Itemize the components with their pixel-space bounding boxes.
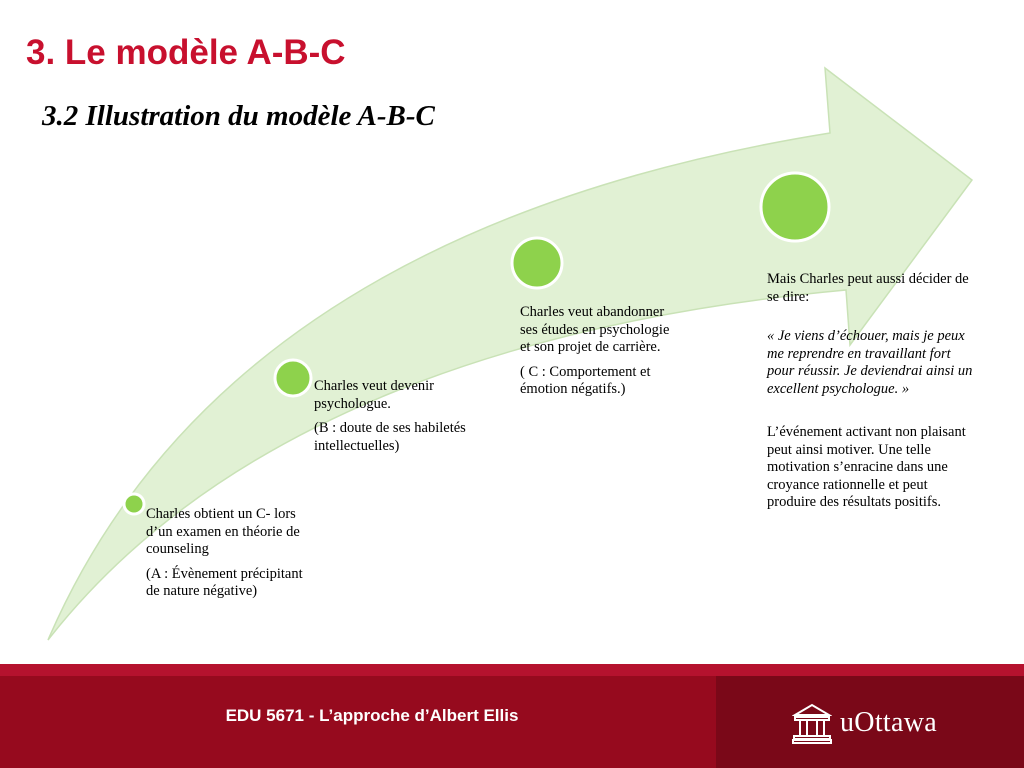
- step-c-note: ( C : Comportement et émotion négatifs.): [520, 363, 651, 397]
- logo-wordmark: uOttawa: [840, 707, 937, 738]
- step-b-text: [314, 378, 494, 462]
- step-dot-b: [275, 360, 311, 396]
- footer-strip: [0, 664, 1024, 676]
- slide-subtitle: 3.2 Illustration du modèle A-B-C: [42, 100, 435, 132]
- step-d-text: [767, 271, 975, 519]
- step-d-note: L’événement activant non plaisant peut ainsi motiver. Une telle motivation s’enracine dans une croyance rationnelle et peut produire des résultats positifs.: [767, 424, 966, 510]
- slide-title: 3. Le modèle A-B-C: [26, 33, 346, 72]
- step-a-text: [146, 506, 306, 608]
- step-dot-a: [124, 494, 144, 514]
- step-d-quote: « Je viens d’échouer, mais je peux me reprendre en travaillant fort pour réussir. Je deviendrai ainsi un excellent psychologue. »: [767, 328, 973, 397]
- uottawa-logo: [792, 700, 937, 746]
- step-dot-c: [512, 238, 562, 288]
- step-c-description: Charles veut abandonner ses études en psychologie et son projet de carrière.: [520, 304, 670, 355]
- step-c-text: [520, 304, 682, 406]
- step-a-description: Charles obtient un C- lors d’un examen en théorie de counseling: [146, 506, 300, 557]
- step-dot-d: [761, 173, 829, 241]
- step-b-description: Charles veut devenir psychologue.: [314, 378, 434, 412]
- step-a-note: (A : Évènement précipitant de nature négative): [146, 565, 303, 599]
- step-b-note: (B : doute de ses habiletés intellectuelles): [314, 420, 466, 454]
- step-d-description: Mais Charles peut aussi décider de se dire:: [767, 271, 969, 305]
- university-building-icon: [792, 701, 832, 745]
- course-title: EDU 5671 - L’approche d’Albert Ellis: [225, 706, 519, 725]
